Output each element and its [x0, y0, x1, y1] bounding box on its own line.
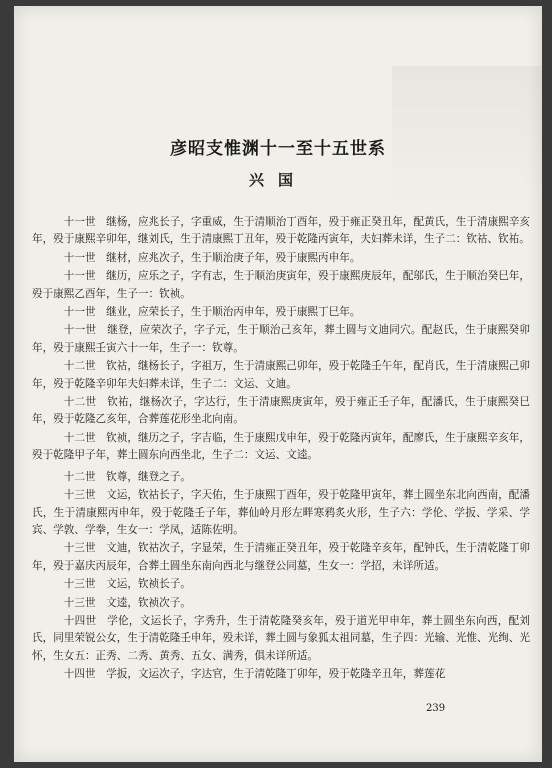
- genealogy-entry: 十一世 继材，应兆次子，生于顺治庚子年，殁于康熙丙申年。: [63, 251, 361, 264]
- genealogy-entry: 十二世 钦祜，继杨长子，字祖万，生于清康熙己卯年，殁于乾隆壬午年，配肖氏，生于清康熙己卯年，殁于乾隆辛卯年夫妇葬未详，生子二：文运、文迪。: [32, 360, 530, 390]
- genealogy-entry: 十一世 继登，应荣次子，字子元，生于顺治己亥年，葬土圆与文迪同穴。配赵氏，生于康熙癸卯年，殁于康熙壬寅六十一年，生子一：钦尊。: [32, 324, 530, 354]
- genealogy-entry: 十一世 继杨，应兆长子，字重威，生于清顺治丁酉年，殁于雍正癸丑年，配黄氏，生于清康熙辛亥年，殁于康熙辛卯年，继刘氏，生于清康熙丁丑年，殁于乾隆丙寅年，夫妇葬未详，生子二：钦祜、钦祐。: [32, 216, 530, 246]
- page-subtitle: 兴国: [248, 171, 307, 189]
- genealogy-text: [32, 214, 530, 685]
- genealogy-entry: 十三世 文运，钦祜长子，字天佑，生于康熙丁酉年，殁于乾隆甲寅年，葬土圆坐东北向西南，配潘氏，生于清康熙丙申年，殁于乾隆壬子年，葬仙岭月形左畔寒鸦炙火形，生子六：学伦、学扳、学采、学宾、学敦、学拳，生女一：学凤，适陈佐明。: [32, 489, 530, 536]
- genealogy-entry: 十二世 钦祯，继历之子，字吉临，生于康熙戊申年，殁于乾隆丙寅年，配廖氏，生于康熙辛亥年，殁于乾隆甲子年，葬土圆东向西坐北，生子二：文运、文逵。: [32, 431, 530, 462]
- genealogy-entry: 十一世 继历，应乐之子，字有志，生于顺治庚寅年，殁于康熙庚辰年，配邬氏，生于顺治癸巳年，殁于康熙乙酉年，生子一：钦祯。: [32, 270, 530, 300]
- genealogy-entry: 十三世 文运，钦祯长子。: [63, 578, 191, 591]
- page-number: 239: [426, 703, 446, 714]
- genealogy-entry: 十三世 文逵，钦祯次子。: [63, 596, 191, 609]
- document-page: [14, 6, 542, 762]
- genealogy-entry: 十二世 钦尊，继登之子。: [63, 470, 191, 483]
- genealogy-entry: 十三世 文迪，钦祜次子，字显荣，生于清雍正癸丑年，殁于乾隆辛亥年，配钟氏，生于清乾隆丁卯年，殁于嘉庆丙辰年，合葬土圆坐东南向西北与继登公同墓，生女一：学招，未详所适。: [32, 542, 530, 572]
- genealogy-entry: 十四世 学扳，文运次子，字达官，生于清乾隆丁卯年，殁于乾隆辛丑年，葬莲花: [63, 668, 446, 681]
- genealogy-entry: 十二世 钦祐，继杨次子，字达行，生于清康熙庚寅年，殁于雍正壬子年，配潘氏，生于康熙癸巳年，殁于乾隆乙亥年，合葬莲花形坐北向南。: [32, 396, 530, 426]
- genealogy-entry: 十四世 学伦，文运长子，字秀升，生于清乾隆癸亥年，殁于道光甲申年，葬土圆坐东向西，配刘氏，同里荣锐公女，生于清乾隆壬申年，殁未详，葬土圆与象狐太祖同墓，生子四：光输、光惟、光绚、光怀，生女五：正秀、二秀、黄秀、五女、满秀，俱未详所适。: [32, 614, 530, 662]
- genealogy-entry: 十一世 继业，应荣长子，生于顺治丙申年，殁于康熙丁巳年。: [63, 306, 361, 319]
- page-title: 彦昭支惟渊十一至十五世系: [170, 139, 386, 159]
